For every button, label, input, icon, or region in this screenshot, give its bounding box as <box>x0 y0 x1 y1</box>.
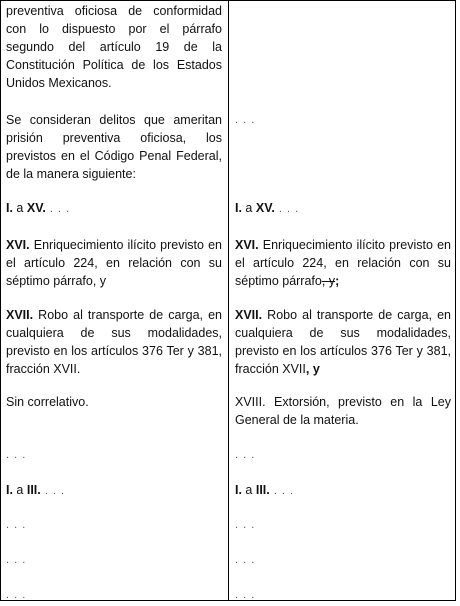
right-fraction-i: I. <box>235 483 242 497</box>
column-divider <box>228 0 229 601</box>
left-fraction-xvi-text: Enriquecimiento ilícito previsto en el artículo 224, en relación con su séptimo párrafo, y <box>6 238 222 288</box>
left-fraction-xvii: XVII. <box>6 308 34 322</box>
left-fraction-xvi: XVI. <box>6 238 30 252</box>
right-paragraph-9: . . . <box>235 519 256 531</box>
right-fraction-i-connector: a <box>241 483 256 497</box>
left-paragraph-6: Sin correlativo. <box>6 395 89 409</box>
left-fraction-connector: a <box>12 201 27 215</box>
right-fraction-xvii-text: Robo al transporte de carga, en cualquiera de sus modalidades, previsto en los artículos 376 Ter y 381, fracción XVII <box>235 308 451 376</box>
right-fraction-xvii: XVII. <box>235 308 263 322</box>
right-fraction-iii-ellipsis: . . . <box>269 485 295 497</box>
right-paragraph-2: . . . <box>235 114 256 126</box>
right-fraction-xvii-added: , y <box>305 362 320 376</box>
right-fraction-xvi-added: ; <box>335 274 340 288</box>
right-fraction-ellipsis: . . . <box>274 203 300 215</box>
left-paragraph-11: . . . <box>6 589 27 601</box>
right-paragraph-6: XVIII. Extorsión, previsto en la Ley General de la materia. <box>235 395 451 427</box>
left-paragraph-1: preventiva oficiosa de conformidad con lo dispuesto por el párrafo segundo del artículo 19 de la Constitución Política de los Estados Unidos Mexicanos. <box>6 4 222 90</box>
left-paragraph-8 <box>6 481 222 500</box>
right-fraction-connector: a <box>241 201 256 215</box>
right-fraction-start: I. <box>235 201 242 215</box>
right-fraction-end: XV. <box>255 201 275 215</box>
right-paragraph-11: . . . <box>235 589 256 601</box>
left-paragraph-10: . . . <box>6 554 27 566</box>
right-fraction-xvi-text: Enriquecimiento ilícito previsto en el artículo 224, en relación con su séptimo párrafo <box>235 238 451 288</box>
right-paragraph-10: . . . <box>235 554 256 566</box>
right-paragraph-4 <box>235 236 451 290</box>
left-paragraph-9: . . . <box>6 519 27 531</box>
left-fraction-ellipsis: . . . <box>45 203 71 215</box>
left-fraction-i-connector: a <box>12 483 27 497</box>
right-fraction-iii: III. <box>255 483 270 497</box>
left-fraction-start: I. <box>6 201 13 215</box>
left-fraction-xvii-text: Robo al transporte de carga, en cualquiera de sus modalidades, previsto en los artículos 376 Ter y 381, fracción XVII. <box>6 308 222 376</box>
left-paragraph-5 <box>6 306 222 378</box>
left-paragraph-7: . . . <box>6 449 27 461</box>
left-fraction-iii: III. <box>26 483 41 497</box>
left-paragraph-3 <box>6 199 222 218</box>
right-paragraph-5 <box>235 306 451 378</box>
left-paragraph-4 <box>6 236 222 290</box>
right-fraction-xvi: XVI. <box>235 238 259 252</box>
right-paragraph-8 <box>235 481 451 500</box>
left-fraction-i: I. <box>6 483 13 497</box>
right-paragraph-7: . . . <box>235 449 256 461</box>
left-fraction-end: XV. <box>26 201 46 215</box>
left-fraction-iii-ellipsis: . . . <box>40 485 66 497</box>
right-fraction-xvi-deleted: , y <box>321 274 336 288</box>
left-paragraph-2: Se consideran delitos que ameritan prisión preventiva oficiosa, los previstos en el Código Penal Federal, de la manera siguiente: <box>6 113 222 181</box>
right-paragraph-3 <box>235 199 451 218</box>
